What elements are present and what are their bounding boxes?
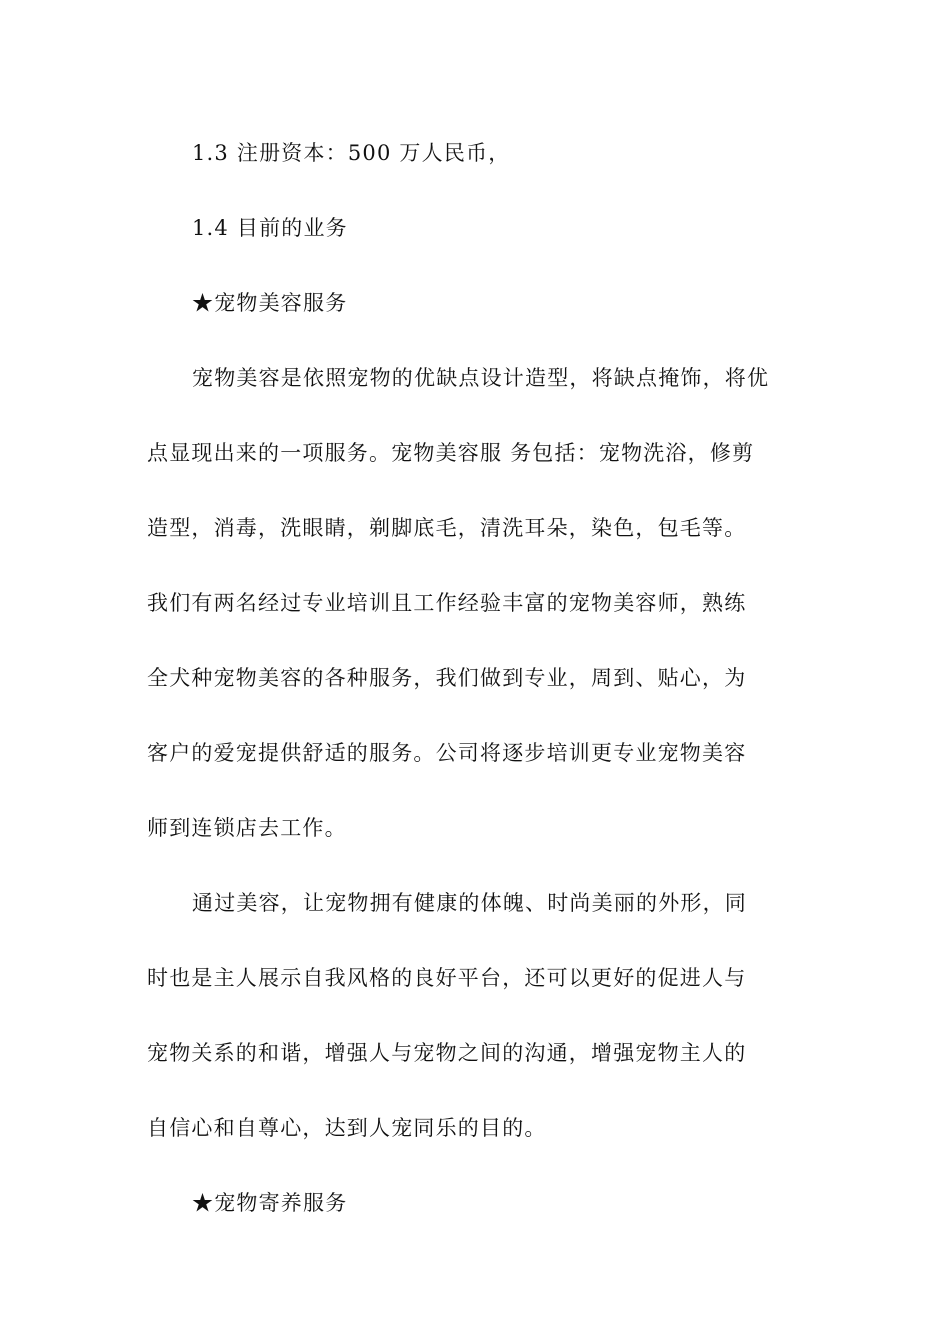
paragraph-line: 客户的爱宠提供舒适的服务。公司将逐步培训更专业宠物美容 (147, 741, 747, 765)
paragraph-line: 全犬种宠物美容的各种服务，我们做到专业，周到、贴心，为 (147, 666, 747, 690)
paragraph-line: 宠物美容是依照宠物的优缺点设计造型，将缺点掩饰，将优 (192, 366, 770, 390)
paragraph-line: 师到连锁店去工作。 (147, 816, 347, 840)
paragraph-line: 我们有两名经过专业培训且工作经验丰富的宠物美容师，熟练 (147, 591, 747, 615)
document-body (147, 130, 807, 1255)
paragraph-line: 造型，消毒，洗眼睛，剃脚底毛，清洗耳朵，染色，包毛等。 (147, 516, 747, 540)
current-business-heading: 1.4 目前的业务 (192, 216, 348, 240)
paragraph-line: 时也是主人展示自我风格的良好平台，还可以更好的促进人与 (147, 966, 747, 990)
pet-boarding-service-heading: ★宠物寄养服务 (192, 1191, 348, 1215)
paragraph-line: 点显现出来的一项服务。宠物美容服 务包括：宠物洗浴，修剪 (147, 441, 755, 465)
paragraph-line: 通过美容，让宠物拥有健康的体魄、时尚美丽的外形，同 (192, 891, 747, 915)
pet-grooming-service-heading: ★宠物美容服务 (192, 291, 348, 315)
registered-capital-line: 1.3 注册资本：500 万人民币， (192, 141, 511, 165)
paragraph-line: 自信心和自尊心，达到人宠同乐的目的。 (147, 1116, 547, 1140)
paragraph-line: 宠物关系的和谐，增强人与宠物之间的沟通，增强宠物主人的 (147, 1041, 747, 1065)
